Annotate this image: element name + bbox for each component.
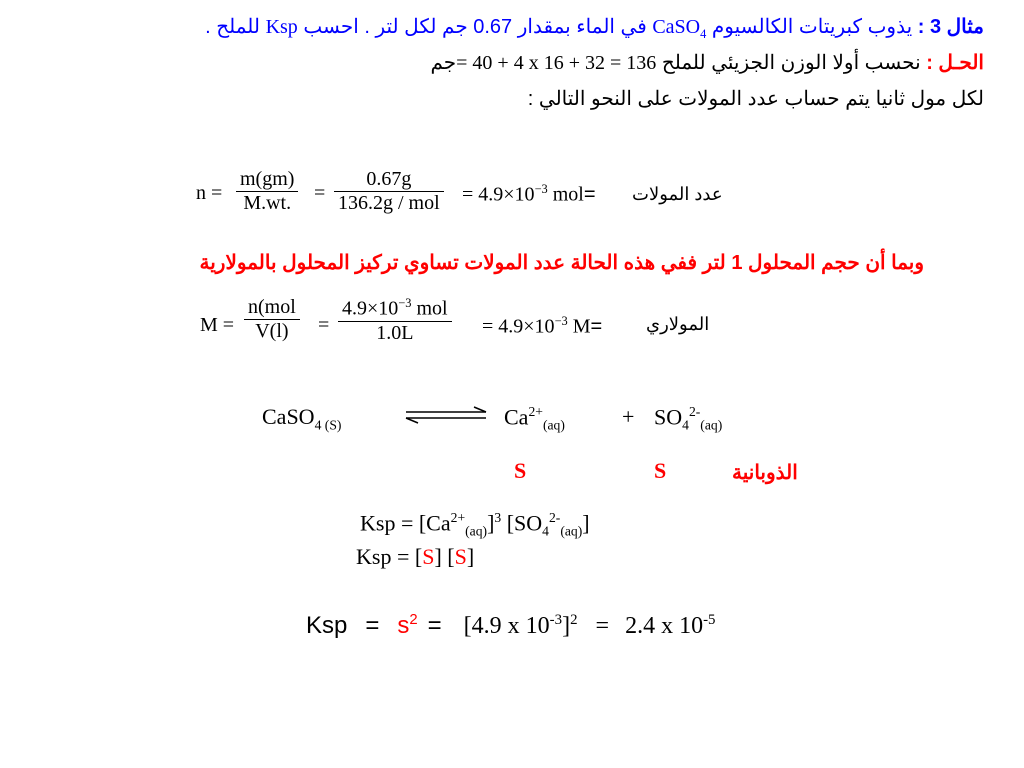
m-lhs: M = [200,314,235,336]
amount-value: 0.67 [473,16,513,38]
statement-text-b: في الماء بمقدار [517,16,647,38]
fraction-n-over-v: n(mol V(l) [244,296,300,343]
equilibrium-arrow-icon [404,406,488,424]
example-label: مثال 3 : [917,16,984,38]
n-lhs: n = [196,182,223,204]
ksp-label: Ksp [265,16,298,38]
molar-mass-calc: = 40 + 4 x 16 + 32 = 136 [456,52,657,74]
solubility-s-so4: S [654,458,667,483]
moles-result: = $4.9\times 10^{-3}$ mol= [462,182,596,206]
molarity-result: = $4.9\times 10^{-3}$ M= [482,314,603,338]
plus-sign: + [622,404,635,429]
ksp-final-calculation: Ksp = $s^2 = [4.9$ x $10^{-3}]^2 = 2.4$ x $10^{-5}$ [306,612,716,639]
equals-sign: = [314,182,326,204]
moles-intro-line: لكل مول ثانيا يتم حساب عدد المولات على النحو التالي : [527,88,984,110]
dissolution-reaction [262,404,782,448]
ksp-in-terms-of-s: Ksp = [S] [S] [356,544,475,569]
solution-text: نحسب أولا الوزن الجزيئي للملح [661,52,921,74]
moles-label: عدد المولات [632,184,723,204]
solubility-s-ca: S [514,458,527,483]
statement-text-c: جم لكل لتر . احسب [303,16,468,38]
statement-text-d: للملح . [205,16,261,38]
molarity-label: المولاري [646,314,710,334]
problem-statement-line [205,14,984,42]
solution-line [430,50,984,75]
molarity-statement: وبما أن حجم المحلول 1 لتر ففي هذه الحالة عدد المولات تساوي تركيز المحلول بالمولارية [199,252,924,274]
reactant-caso4: CaSO$_{4 (S)}$ [262,404,342,433]
unit-gram: جم [430,52,457,74]
ksp-expression: Ksp = $[Ca^{2+}_{(aq)}]^3$ $[SO_4^{2-}_{(aq)}]$ [360,510,590,539]
solubility-label: الذوبانية [732,462,798,484]
fraction-value: 0.67g 136.2g / mol [334,168,444,215]
equals-sign: = [318,314,330,336]
fraction-mass-over-mwt: m(gm) M.wt. [236,168,298,215]
product-ca-ion: $Ca^{2+}_{(aq)}$ [504,404,565,433]
statement-text-a: يذوب كبريتات الكالسيوم [711,16,913,38]
moles-equation [196,168,756,228]
formula-caso4: CaSO$_4$ [652,16,707,41]
fraction-molarity-value: $4.9\times 10^{-3}$ mol 1.0L [338,296,452,345]
solution-label: الحـل : [926,52,984,74]
molarity-equation [200,296,760,360]
product-so4-ion: $SO_4^{2-}_{(aq)}$ [654,404,723,433]
